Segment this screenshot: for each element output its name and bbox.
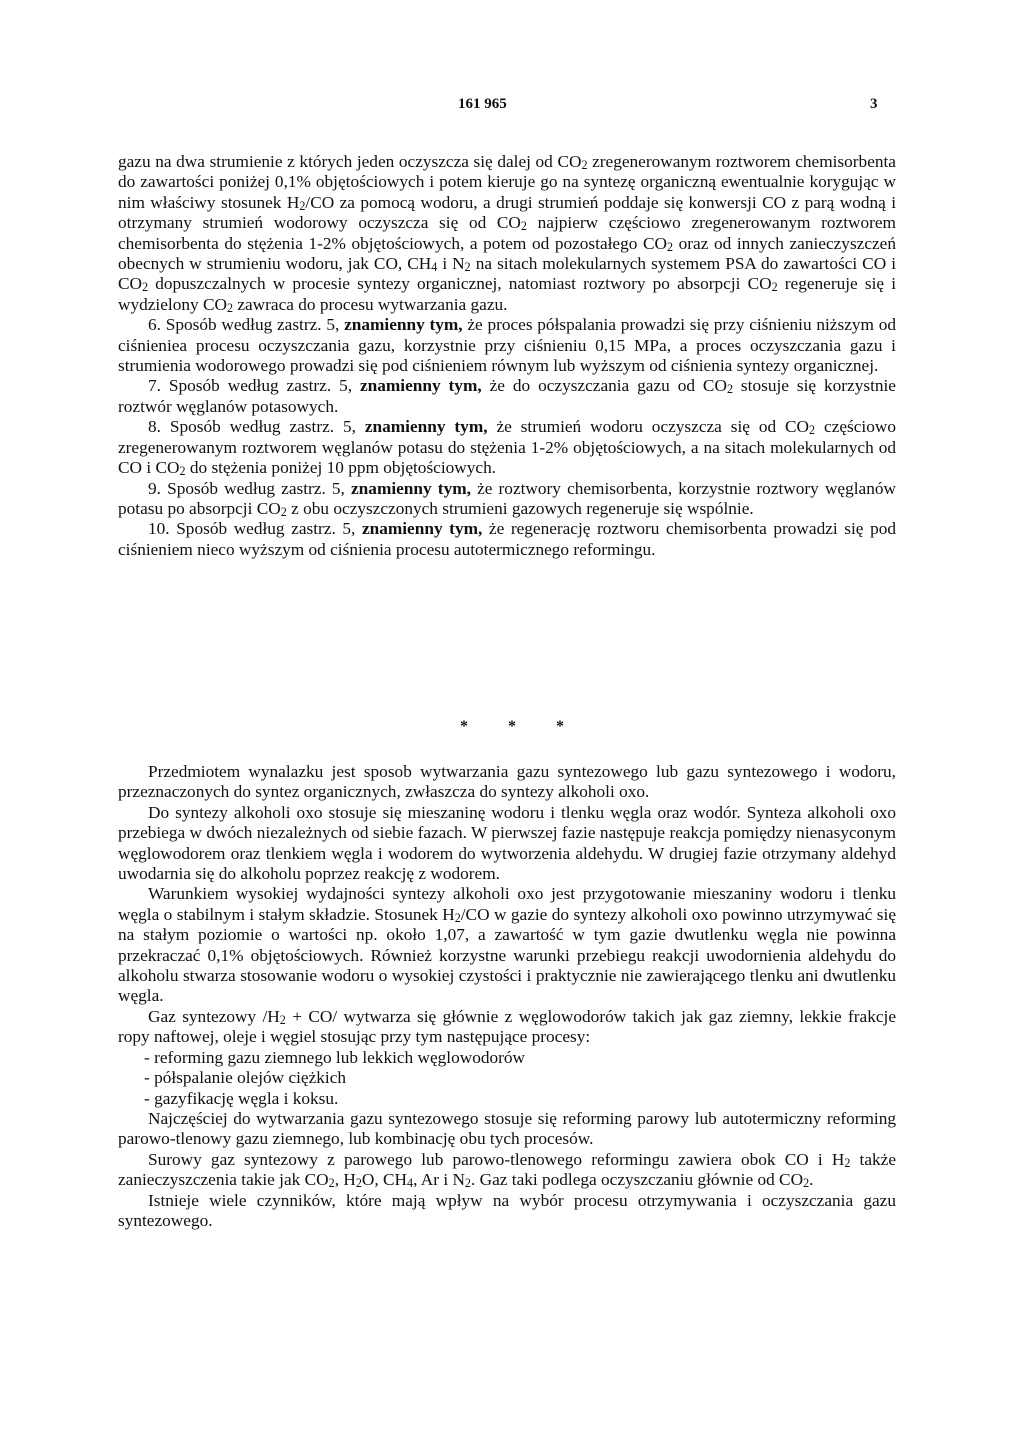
description-paragraph: Przedmiotem wynalazku jest sposob wytwarzania gazu syntezowego lub gazu syntezowego i wodoru, przeznaczonych do syntez organicznych, zwłaszcza do syntezy alkoholi oxo.: [118, 762, 896, 802]
process-list-item: - półspalanie olejów ciężkich: [144, 1068, 347, 1088]
description-paragraph: Gaz syntezowy $/H_2 + CO/$ wytwarza się głównie z węglowodorów takich jak gaz ziemny, lekkie frakcje ropy naftowej, oleje i węgiel stosując przy tym następujące procesy:: [118, 1006, 896, 1047]
process-list-item: - reforming gazu ziemnego lub lekkich węglowodorów: [144, 1047, 526, 1067]
claim-7: 7. Sposób według zastrz. 5, znamienny tym, że do oczyszczania gazu od $CO_2$ stosuje się korzystnie roztwór węglanów potasowych.: [118, 376, 896, 416]
document-number: 161 965: [458, 96, 507, 112]
description-paragraph: Warunkiem wysokiej wydajności syntezy alkoholi oxo jest przygotowanie mieszaniny wodoru i tlenku węgla o stabilnym i stałym składzie. Stosunek $H_2/CO$ w gazie do syntezy alkoholi oxo powinno utrzymywać się na stałym poziomie o wartości np. około 1,07, a zawartość w tym gazie dwutlenku węgla nie powinna przekraczać 0,1% objętościowych. Również korzystne warunki przebiegu reakcji uwodornienia aldehydu do alkoholu stwarza stosowanie wodoru o wysokiej czystości i praktycznie nie zawierającego tlenku ani dwutlenku węgla.: [118, 884, 896, 1006]
claims-section: [118, 152, 896, 560]
description-paragraph: Istnieje wiele czynników, które mają wpływ na wybór procesu otrzymywania i oczyszczania gazu syntezowego.: [118, 1190, 896, 1230]
section-separator: * * *: [460, 718, 582, 735]
description-section: [118, 762, 896, 1231]
claim-6: 6. Sposób według zastrz. 5, znamienny tym, że proces półspalania prowadzi się przy ciśnieniu niższym od ciśnieniea procesu oczyszczania gazu, korzystnie przy ciśnieniu 0,15 MPa, a proces oczyszczania gazu i strumienia wodorowego prowadzi się pod ciśnieniem równym lub wyższym od ciśnienia syntezy organicznej.: [118, 315, 896, 376]
page-number: 3: [870, 96, 878, 112]
process-list-item: - gazyfikację węgla i koksu.: [144, 1088, 339, 1108]
claim-9: 9. Sposób według zastrz. 5, znamienny tym, że roztwory chemisorbenta, korzystnie roztwory węglanów potasu po absorpcji $CO_2$ z obu oczyszczonych strumieni gazowych regeneruje się wspólnie.: [118, 478, 896, 519]
description-paragraph: Do syntezy alkoholi oxo stosuje się mieszaninę wodoru i tlenku węgla oraz wodór. Synteza alkoholi oxo przebiega w dwóch niezależnych od siebie fazach. W pierwszej fazie następuje reakcja pomiędzy nienasyconym węglowodorem oraz tlenkiem węgla i wodorem do wytworzenia aldehydu. W drugiej fazie otrzymany aldehyd uwodarnia się do alkoholu poprzez reakcję z wodorem.: [118, 802, 896, 884]
description-paragraph: Surowy gaz syntezowy z parowego lub parowo-tlenowego reformingu zawiera obok CO i $H_2$ także zanieczyszczenia takie jak $CO_2$, $H_2O$, $CH_4$, Ar i $N_2$. Gaz taki podlega oczyszczaniu głównie od $CO_2$.: [118, 1149, 896, 1191]
page-header: [0, 96, 1024, 120]
claim-8: 8. Sposób według zastrz. 5, znamienny tym, że strumień wodoru oczyszcza się od $CO_2$ częściowo zregenerowanym roztworem węglanów potasu do stężenia 1-2% objętościowych, a na sitach molekularnych od CO i $CO_2$ do stężenia poniżej 10 ppm objętościowych.: [118, 417, 896, 479]
claim-10: 10. Sposób według zastrz. 5, znamienny tym, że regenerację roztworu chemisorbenta prowadzi się pod ciśnieniem nieco wyższym od ciśnienia procesu autotermicznego reformingu.: [118, 519, 896, 559]
claim-5-continuation: gazu na dwa strumienie z których jeden oczyszcza się dalej od $CO_2$ zregenerowanym roztworem chemisorbenta do zawartości poniżej 0,1% objętościowych i potem kieruje go na syntezę organiczną ewentualnie korygując w nim właściwy stosunek $H_2/CO$ za pomocą wodoru, a drugi strumień poddaje się konwersji CO z parą wodną i otrzymany strumień wodorowy oczyszcza się od $CO_2$ najpierw częściowo zregenerowanym roztworem chemisorbenta do stężenia 1-2% objętościowych, a potem od pozostałego $CO_2$ oraz od innych zanieczyszczeń obecnych w strumieniu wodoru, jak CO, $CH_4$ i $N_2$ na sitach molekularnych systemem PSA do zawartości CO i $CO_2$ dopuszczalnych w procesie syntezy organicznej, natomiast roztwory po absorpcji $CO_2$ regeneruje się i wydzielony $CO_2$ zawraca do procesu wytwarzania gazu.: [118, 152, 897, 315]
description-paragraph: Najczęściej do wytwarzania gazu syntezowego stosuje się reforming parowy lub autotermiczny reforming parowo-tlenowy gazu ziemnego, lub kombinację obu tych procesów.: [118, 1108, 896, 1149]
